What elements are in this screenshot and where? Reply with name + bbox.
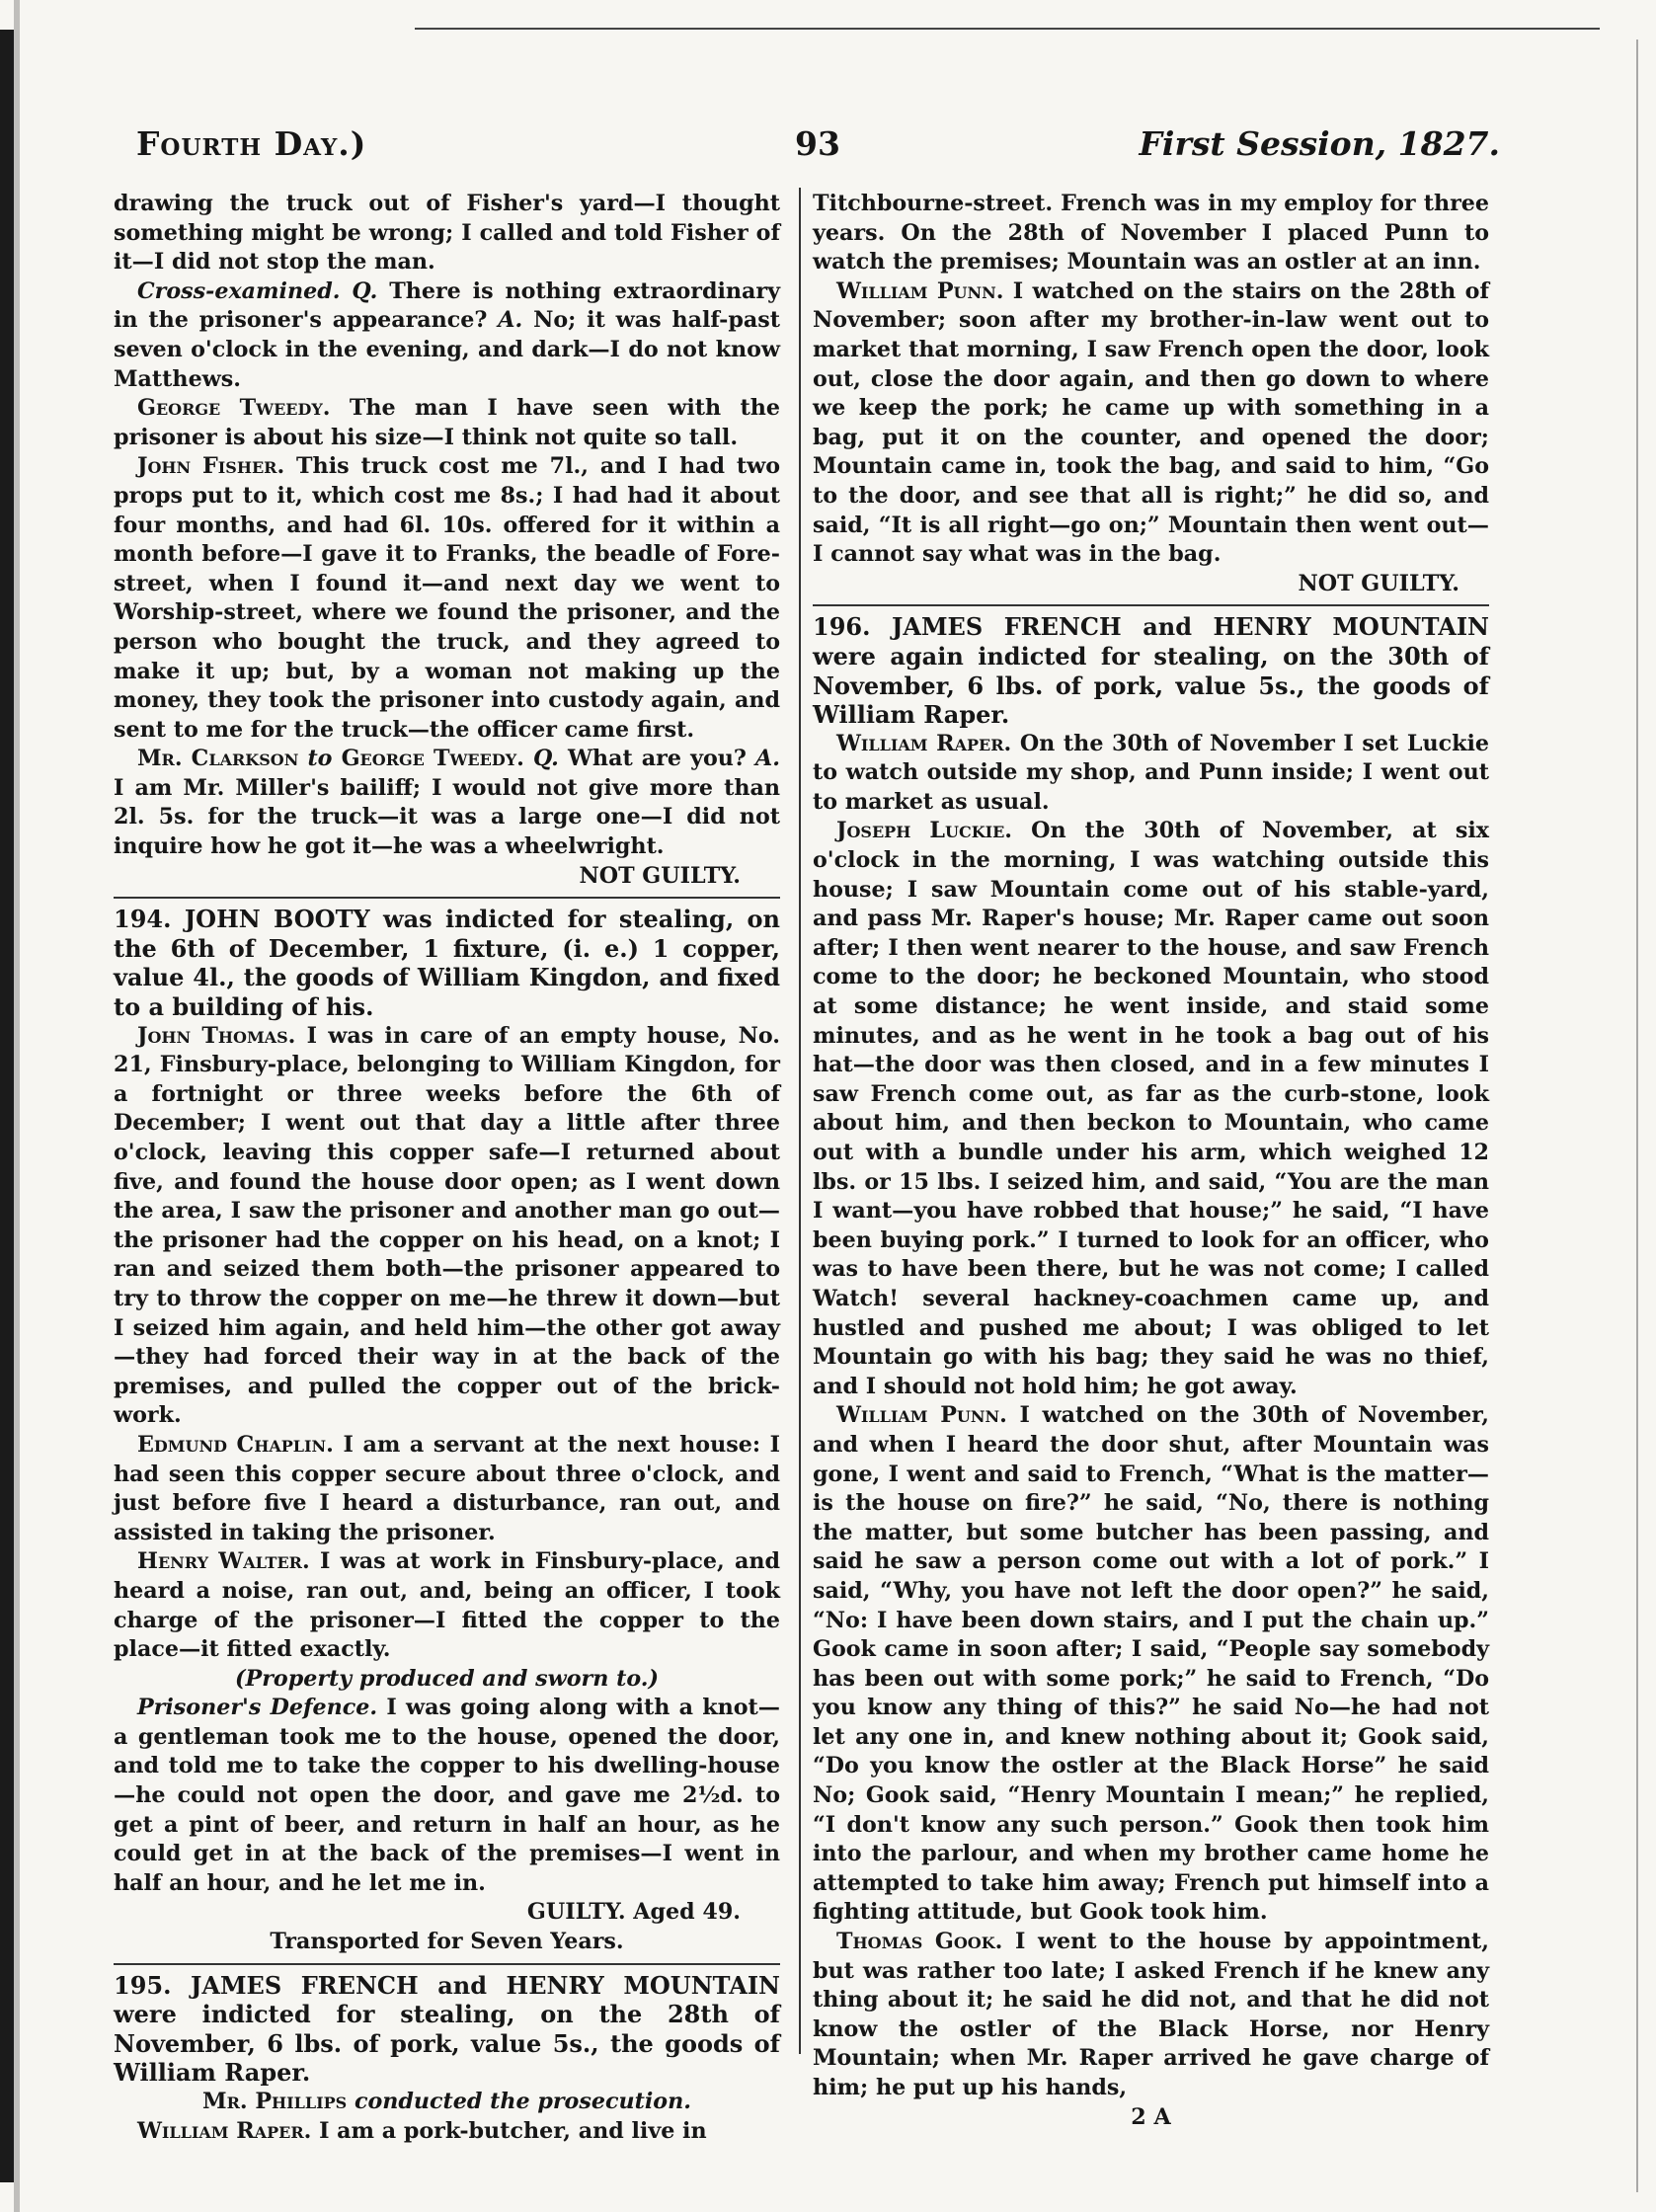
scan-edge-left: [0, 30, 14, 2182]
paragraph: [114, 394, 780, 452]
right-column: [813, 190, 1489, 2132]
text: I watched on the stairs on the 28th of November; soon after my brother-in-law went out to market that morning, I saw French open the door, look out, close the door again, and then go down to where we keep the pork; he came up with something in a bag, put it on the counter, and opened the door; Mountain came in, took the bag, and said to him, “Go to the door, and see that all is right;” he did so, and said, “It is all right—go on;” Mountain then went out—I cannot say what was in the bag.: [813, 277, 1489, 568]
text: This truck cost me 7l., and I had two props put to it, which cost me 8s.; I had had it about four months, and had 6l. 10s. offered for it within a month before—I gave it to Franks, the beadle of Fore-street, when I found it—and next day we went to Worship-street, where we found the prisoner, and the person who bought the truck, and they agreed to make it up; but, by a woman not making up the money, they took the prisoner into custody again, and sent to me for the truck—the officer came first.: [114, 453, 780, 743]
witness-name: Joseph Luckie.: [836, 818, 1013, 844]
witness-name: John Thomas.: [137, 1022, 296, 1049]
answer-label: A.: [498, 307, 523, 334]
left-column: [114, 190, 780, 2146]
text: I am a servant at the next house: I had seen this copper secure about three o'clock, and just before five I heard a disturbance, ran out, and assisted in taking the prisoner.: [114, 1431, 780, 1545]
scan-edge-shadow: [14, 0, 20, 2212]
paragraph: [114, 1547, 780, 1664]
witness-name: William Raper.: [836, 730, 1012, 756]
paragraph: [114, 745, 780, 861]
paragraph: [114, 452, 780, 745]
text: I went to the house by appointment, but was rather too late; I asked French if he knew any thing about it; he said he did not, and that he did not know the ostler of the Black Horse, nor Henry Mountain; when Mr. Raper arrived he gave charge of him; he put up his hands,: [813, 1929, 1489, 2100]
verdict: GUILTY. Aged 49.: [526, 1899, 741, 1926]
sentence: Transported for Seven Years.: [270, 1929, 624, 1955]
paragraph: [114, 2088, 780, 2117]
case-divider: [114, 1963, 780, 1965]
running-head-left: Fourth Day.): [136, 124, 367, 163]
paragraph: [114, 1431, 780, 1547]
text: I was at work in Finsbury-place, and heard a noise, ran out, and, being an officer, I took charge of the prisoner—I fitted the copper to the place—it fitted exactly.: [114, 1548, 780, 1663]
text: I am Mr. Miller's bailiff; I would not give more than 2l. 5s. for the truck—it was a large one—I did not inquire how he got it—he was a wheelwright.: [114, 774, 780, 860]
answer-label: A.: [755, 746, 780, 772]
witness-name: William Raper.: [137, 2117, 312, 2144]
witness-name: John Fisher.: [137, 453, 285, 480]
case-divider: [813, 604, 1489, 606]
column-divider: [799, 188, 801, 2054]
running-head-right: First Session, 1827.: [1139, 124, 1500, 163]
case-heading: 196. JAMES FRENCH and HENRY MOUNTAIN were again indicted for stealing, on the 30th of November, 6 lbs. of pork, value 5s., the goods of William Raper.: [813, 612, 1489, 730]
paragraph: Titchbourne-street. French was in my employ for three years. On the 28th of November I placed Punn to watch the premises; Mountain was an ostler at an inn.: [813, 191, 1489, 276]
paragraph: [813, 1401, 1489, 1928]
paragraph: [813, 1928, 1489, 2103]
text: I was in care of an empty house, No. 21, Finsbury-place, belonging to William Kingdon, for a fortnight or three weeks before the 6th of December; I went out that day a little after three o'clock, leaving this copper safe—I returned about five, and found the house door open; as I went down the area, I saw the prisoner and another man go out—the prisoner had the copper on his head, on a knot; I ran and seized them both—the prisoner appeared to try to throw the copper on me—he threw it down—but I seized him again, and held him—the other got away—they had forced their way in at the back of the premises, and pulled the copper out of the brick-work.: [114, 1022, 780, 1429]
paragraph: [114, 1022, 780, 1431]
paragraph: drawing the truck out of Fisher's yard—I thought something might be wrong; I called and told Fisher of it—I did not stop the man.: [114, 191, 780, 276]
witness-name: George Tweedy.: [137, 395, 331, 422]
verdict: NOT GUILTY.: [579, 862, 741, 889]
witness-name: William Punn.: [836, 1402, 1007, 1429]
paragraph: [813, 730, 1489, 818]
cross-label: Cross-examined.: [137, 277, 341, 304]
witness-name: Henry Walter.: [137, 1548, 310, 1575]
paragraph: [813, 817, 1489, 1401]
paragraph: [114, 2117, 780, 2147]
paragraph: [114, 1694, 780, 1898]
text: conducted the prosecution.: [354, 2089, 691, 2114]
verdict: NOT GUILTY.: [1298, 570, 1459, 596]
page-number: 93: [795, 124, 840, 163]
witness-name: Thomas Gook.: [836, 1929, 1003, 1955]
case-heading: 195. JAMES FRENCH and HENRY MOUNTAIN were indicted for stealing, on the 28th of November, 6 lbs. of pork, value 5s., the goods of William Raper.: [114, 1970, 780, 2088]
text: What are you?: [568, 746, 747, 772]
property-note: (Property produced and sworn to.): [235, 1665, 659, 1692]
text: The man I have seen with the prisoner is about his size—I think not quite so tall.: [114, 395, 780, 450]
case-heading: 194. JOHN BOOTY was indicted for stealing, on the 6th of December, 1 fixture, (i. e.) 1 copper, value 4l., the goods of William Kingdon, and fixed to a building of his.: [114, 905, 780, 1022]
text: On the 30th of November, at six o'clock in the morning, I was watching outside this house; I saw Mountain come out of his stable-yard, and pass Mr. Raper's house; Mr. Raper came out soon after; I then went nearer to the house, and saw French come to the door; he beckoned Mountain, who stood at some distance; he went inside, and staid some minutes, and as he went in he took a bag out of his hat—the door was then closed, and in a few minutes I saw French come out, as far as the curb-stone, look about him, and then beckon to Mountain, who came out with a bundle under his arm, which weighed 12 lbs. or 15 lbs. I seized him, and said, “You are the man I want—you have robbed that house;” he said, “I have been buying pork.” I turned to look for an officer, who was to have been there, but he was not come; I called Watch! several hackney-coachmen came up, and hustled and pushed me about; I was obliged to let Mountain go with his bag; they said he was no thief, and I should not hold him; he got away.: [813, 818, 1489, 1399]
witness-name: Edmund Chaplin.: [137, 1431, 334, 1458]
text: to: [307, 746, 333, 772]
counsel-name: Mr. Clarkson: [137, 746, 299, 772]
text: No; it was half-past seven o'clock in the evening, and dark—I do not know Matthews.: [114, 307, 780, 392]
paragraph: [114, 277, 780, 394]
counsel-name: Mr. Phillips: [202, 2089, 348, 2114]
question-mark-label: Q.: [532, 746, 559, 772]
witness-name: George Tweedy.: [341, 746, 524, 772]
scan-top-line: [415, 28, 1600, 30]
text: There is nothing extraordinary in the prisoner's appearance?: [114, 277, 780, 334]
witness-name: William Punn.: [836, 277, 1004, 304]
text: On the 30th of November I set Luckie to watch outside my shop, and Punn inside; I went out to market as usual.: [813, 730, 1489, 815]
defence-label: Prisoner's Defence.: [137, 1695, 378, 1721]
text: I am a pork-butcher, and live in: [319, 2117, 707, 2144]
case-divider: [114, 897, 780, 899]
scan-edge-right: [1636, 40, 1638, 2192]
text: I was going along with a knot—a gentleman took me to the house, opened the door, and told me to take the copper to his dwelling-house—he could not open the door, and gave me 2½d. to get a pint of beer, and return in half an hour, as he could get in at the back of the premises—I went in half an hour, and he let me in.: [114, 1695, 780, 1896]
signature-mark: 2 A: [1131, 2103, 1171, 2130]
paragraph: [813, 277, 1489, 570]
text: I watched on the 30th of November, and when I heard the door shut, after Mountain was gone, I went and said to French, “What is the matter—is the house on fire?” he said, “No, there is nothing the matter, but some butcher has been passing, and said he saw a person come out with a lot of pork.” I said, “Why, you have not left the door open?” he said, “No: I have been down stairs, and I put the chain up.” Gook came in soon after; I said, “People say somebody has been out with some pork;” he said to French, “Do you know any thing of this?” he said No—he had not let any one in, and knew nothing about it; Gook said, “Do you know the ostler at the Black Horse” he said No; Gook said, “Henry Mountain I mean;” he replied, “I don't know any such person.” Gook then took him into the parlour, and when my brother came home he attempted to take him away; French put himself into a fighting attitude, but Gook took him.: [813, 1402, 1489, 1926]
question-mark-label: Q.: [352, 277, 378, 304]
